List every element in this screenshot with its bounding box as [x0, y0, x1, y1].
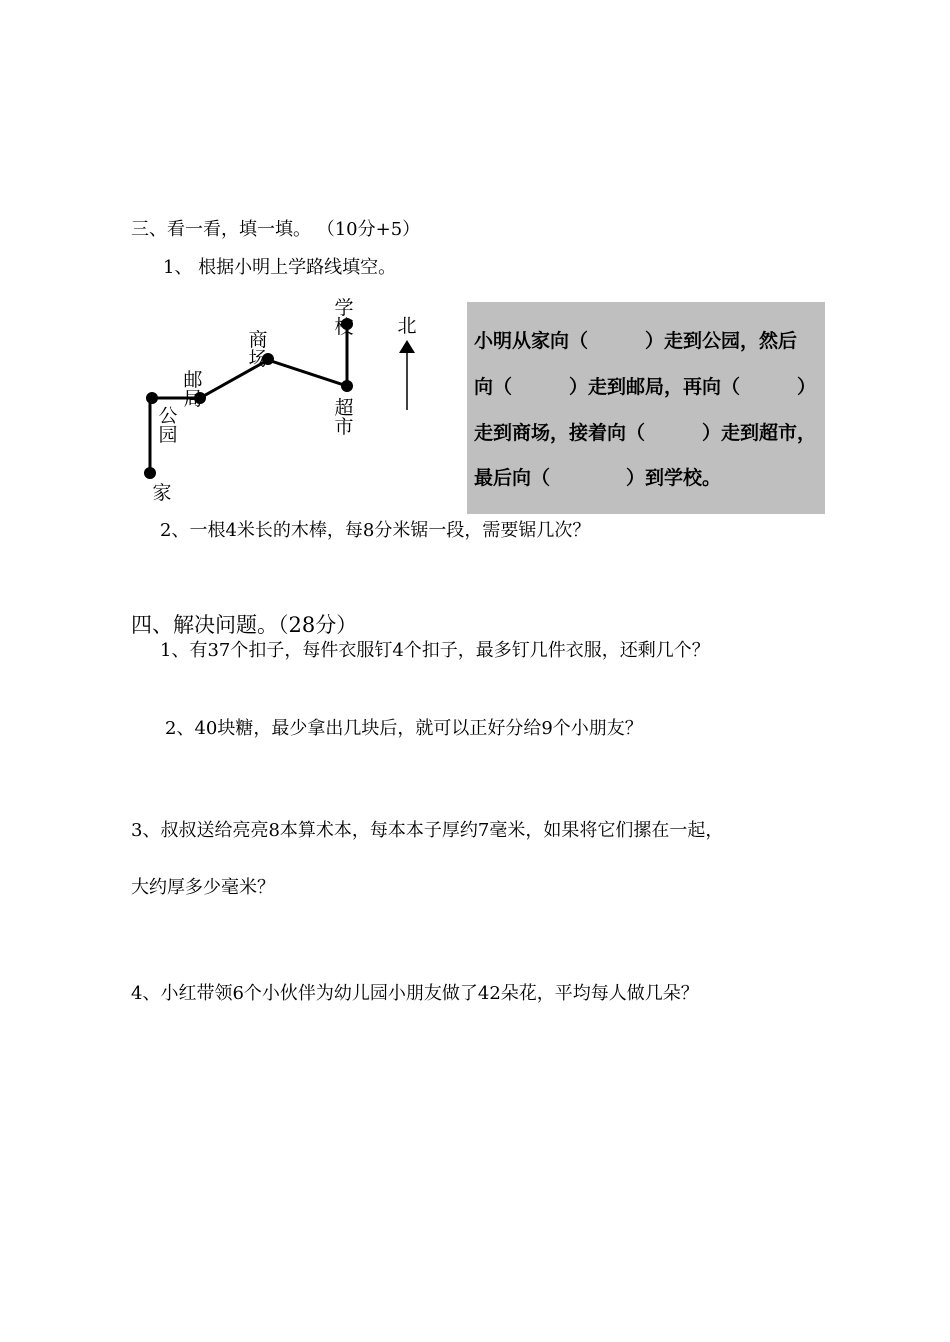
fill-in-box [467, 302, 825, 514]
label-market-2: 市 [334, 416, 354, 438]
box-line-2: 向（ ）走到邮局，再向（ ） [474, 376, 817, 398]
section4-question-4: 4、小红带领6个小伙伴为幼儿园小朋友做了42朵花，平均每人做几朵？ [131, 983, 699, 1004]
label-north: 北 [397, 315, 417, 337]
section4-question-3-line-2: 大约厚多少毫米？ [131, 877, 275, 898]
label-market-1: 超 [334, 397, 354, 419]
route-map [130, 295, 430, 515]
label-post-2: 局 [183, 388, 203, 410]
label-park-2: 园 [158, 424, 178, 446]
section3-title: 三、看一看，填一填。 （10分+5） [131, 219, 421, 240]
section4-question-2: 2、40块糖，最少拿出几块后，就可以正好分给9个小朋友？ [165, 718, 643, 739]
label-home: 家 [152, 482, 172, 504]
market-point [341, 380, 353, 392]
label-park-1: 公 [158, 405, 178, 427]
section3-question-2: 2、一根4米长的木棒，每8分米锯一段，需要锯几次？ [160, 520, 591, 541]
section4-question-3-line-1: 3、叔叔送给亮亮8本算术本，每本本子厚约7毫米，如果将它们摞在一起， [131, 820, 724, 841]
section4-question-1: 1、有37个扣子，每件衣服钉4个扣子，最多钉几件衣服，还剩几个？ [160, 640, 710, 661]
section4-title: 四、解决问题。（28分） [131, 613, 358, 637]
label-mall-2: 场 [248, 348, 268, 370]
home-point [144, 467, 156, 479]
label-market [334, 399, 354, 437]
park-point [146, 392, 158, 404]
label-school-1: 学 [334, 297, 354, 319]
north-arrow-head [399, 340, 415, 353]
section3-question-1: 1、 根据小明上学路线填空。 [163, 257, 397, 278]
label-post-1: 邮 [183, 369, 203, 391]
label-post-office [183, 371, 203, 409]
label-school [334, 299, 354, 337]
label-park [158, 407, 178, 445]
box-line-3: 走到商场，接着向（ ）走到超市， [474, 422, 817, 444]
label-mall [248, 331, 268, 369]
label-mall-1: 商 [248, 329, 268, 351]
box-line-4: 最后向（ ）到学校。 [474, 467, 722, 489]
box-line-1: 小明从家向（ ）走到公园，然后 [474, 330, 798, 352]
label-school-2: 校 [334, 316, 354, 338]
